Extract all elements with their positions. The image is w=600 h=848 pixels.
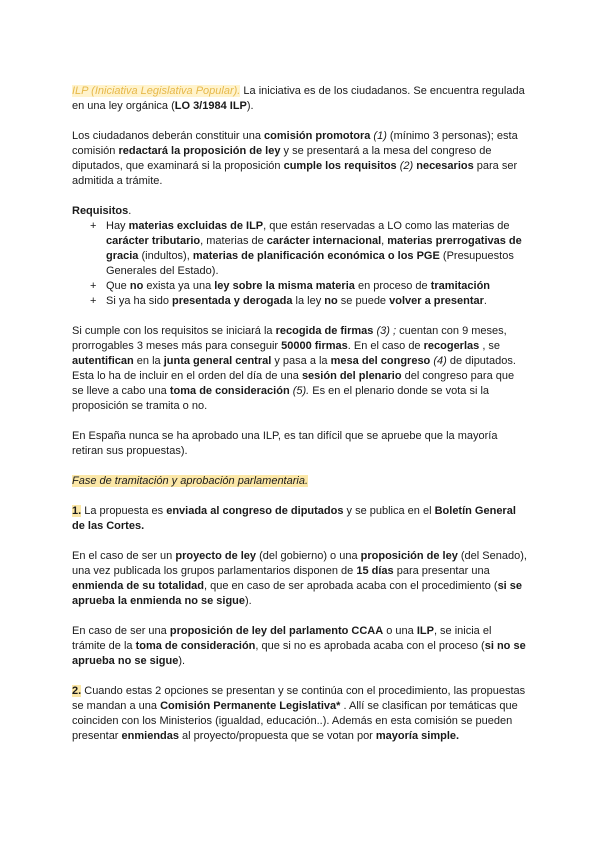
ccaa-paragraph: En caso de ser una proposición de ley del parlamento CCAA o una ILP, se inicia el trámite de la toma de consideración, que si no es aprobada acaba con el proceso (si no se aprueba no se sigue).	[72, 625, 526, 667]
bill-paragraph: En el caso de ser un proyecto de ley (del gobierno) o una proposición de ley (del Senado), una vez publicada los grupos parlamentarios disponen de 15 días para presentar una enmienda de su totalidad, que en caso de ser aprobada acaba con el procedimiento (si se aprueba la enmienda no se sigue).	[72, 550, 527, 607]
law-reference: LO 3/1984 ILP	[174, 100, 247, 112]
signatures-paragraph: Si cumple con los requisitos se iniciará la recogida de firmas (3) ; cuentan con 9 meses, prorrogables 3 meses más para conseguir 50000 firmas. En el caso de recogerlas , se autentifican en la junta general central y pasa a la mesa del congreso (4) de diputados. Esta lo ha de incluir en el orden del día de una sesión del plenario del congreso para que se lleve a cabo una toma de consideración (5). Es en el plenario donde se vota si la proposición se tramita o no.	[72, 325, 516, 412]
step-2-paragraph: 2. Cuando estas 2 opciones se presentan y se continúa con el procedimiento, las propuestas se mandan a una Comisión Permanente Legislativa* . Allí se clasifican por temáticas que coinciden con los Ministerios (igualdad, educación..). Además en esta comisión se pueden presentar enmiendas al proyecto/propuesta que se votan por mayoría simple.	[72, 685, 526, 742]
list-item: + Que no exista ya una ley sobre la misma materia en proceso de tramitación	[106, 279, 528, 294]
list-item: + Si ya ha sido presentada y derogada la ley no se puede volver a presentar.	[106, 294, 528, 309]
section-heading: Fase de tramitación y aprobación parlamentaria.	[72, 475, 309, 487]
step-number: 1.	[72, 505, 82, 517]
document-page	[72, 84, 528, 744]
intro-paragraph: ILP (Iniciativa Legislativa Popular). La iniciativa es de los ciudadanos. Se encuentra regulada en una ley orgánica (LO 3/1984 ILP).	[72, 85, 525, 112]
requirements-heading: Requisitos.	[72, 205, 132, 217]
promoters-paragraph: Los ciudadanos deberán constituir una comisión promotora (1) (mínimo 3 personas); esta comisión redactará la proposición de ley y se presentará a la mesa del congreso de diputados, que examinará si la proposición cumple los requisitos (2) necesarios para ser admitida a trámite.	[72, 130, 518, 187]
ilp-term: ILP (Iniciativa Legislativa Popular).	[72, 85, 241, 97]
spain-note-paragraph: En España nunca se ha aprobado una ILP, es tan difícil que se apruebe que la mayoría retiran sus propuestas).	[72, 430, 498, 457]
list-item: + Hay materias excluidas de ILP, que están reservadas a LO como las materias de carácter tributario, materias de carácter internacional, materias prerrogativas de gracia (indultos), materias de planificación económica o los PGE (Presupuestos Generales del Estado).	[106, 219, 528, 279]
step-1-paragraph: 1. La propuesta es enviada al congreso de diputados y se publica en el Boletín General de las Cortes.	[72, 505, 516, 532]
requirements-list	[72, 219, 528, 309]
step-number: 2.	[72, 685, 82, 697]
